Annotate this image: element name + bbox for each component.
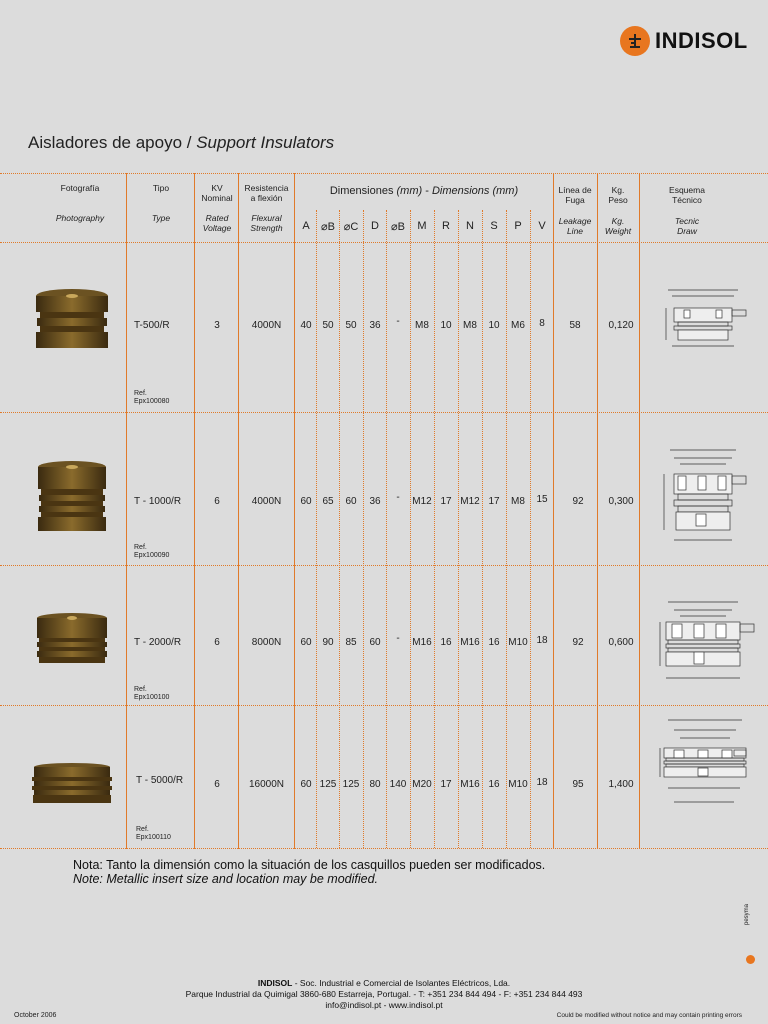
footer-address: Parque Industrial da Quimigal 3860-680 Estarreja, Portugal. - T: +351 234 844 494 - F: +351 234 844 493 [185,989,583,1000]
row-strength: 4000N [251,496,282,507]
row-strength: 8000N [251,637,282,648]
dim-col-a: A [302,220,310,232]
row-leakage: 92 [572,637,584,648]
dim-col-n: N [466,220,474,232]
dim-cell: 36 [369,496,381,507]
header-leakage-en: Leakage Line [558,216,592,236]
dim-col-v: V [538,220,546,232]
dim-cell: 17 [440,779,452,790]
indisol-logo [620,24,748,58]
header-type-en: Type [151,213,171,223]
side-brand-icon [746,955,755,964]
dim-cell: - [396,492,400,503]
dim-col-divider [386,210,387,848]
header-kv-en: Rated Voltage [202,213,232,233]
dim-col-divider [410,210,411,848]
row-ref: Ref. Epx100100 [134,686,170,702]
technical-drawing [654,598,758,684]
header-type-es: Tipo [152,183,170,193]
dim-cell: 125 [319,779,337,790]
row-leakage: 58 [569,320,581,331]
dim-col-divider [530,210,531,848]
footer-date: October 2006 [14,1012,57,1019]
col-divider [553,173,554,849]
row-type: T - 2000/R [134,637,182,648]
dim-cell: M10 [508,637,528,648]
footer-company: INDISOL - Soc. Industrial e Comercial de Isolantes Eléctricos, Lda. [257,978,511,988]
dim-cell: 16 [488,779,500,790]
title-spanish: Aisladores de apoyo / [28,133,197,152]
row-divider [0,412,768,413]
dim-cell: 60 [345,496,357,507]
header-schema-es: Esquema Técnico [669,185,705,205]
row-leakage: 92 [572,496,584,507]
table-top-border [0,173,768,174]
row-ref: Ref. Epx100080 [134,390,170,406]
col-divider [238,173,239,849]
note-spanish: Nota: Tanto la dimensión como la situación de los casquillos pueden ser modificados. [73,858,546,872]
dim-cell: M16 [460,779,480,790]
dim-col-s: S [490,220,498,232]
dim-cell: M8 [415,320,429,331]
col-divider [639,173,640,849]
row-kv: 6 [214,779,220,790]
dim-col-r: R [442,220,450,232]
dim-cell: 17 [440,496,452,507]
dim-cell: 10 [488,320,500,331]
dim-col-p: P [514,220,522,232]
dim-cell: 50 [322,320,334,331]
dim-cell: 18 [536,635,548,646]
header-weight-en: Kg. Weight [604,216,632,236]
dim-cell: M16 [412,637,432,648]
col-divider [194,173,195,849]
title-english: Support Insulators [196,133,335,152]
dim-cell: M6 [511,320,525,331]
header-dimensions: Dimensiones (mm) - Dimensions (mm) [329,185,519,197]
dim-cell: - [396,316,400,327]
header-resistance-es: Resistencia a flexión [244,183,289,203]
dim-cell: 16 [488,637,500,648]
brand-name: INDISOL [655,28,748,53]
row-divider [0,565,768,566]
dim-cell: - [396,633,400,644]
row-kv: 3 [214,320,220,331]
insulator-photo [36,460,108,534]
dim-col-b2: ⌀B [391,221,405,233]
header-resistance-en: Flexural Strength [250,213,283,233]
dim-col-c: ⌀C [343,221,359,233]
dim-cell: 36 [369,320,381,331]
row-leakage: 95 [572,779,584,790]
technical-drawing [654,714,758,814]
header-leakage-es: Línea de Fuga [558,185,592,205]
dim-cell: M10 [508,779,528,790]
dim-cell: 60 [300,779,312,790]
row-weight: 0,600 [608,637,634,648]
col-divider [126,173,127,849]
dim-col-divider [339,210,340,848]
dim-cell: 80 [369,779,381,790]
row-type: T-500/R [134,320,170,331]
header-kv-es: KV Nominal [201,183,233,203]
header-photo-en: Photography [55,213,105,223]
dim-col-divider [434,210,435,848]
header-weight-es: Kg. Peso [608,185,628,205]
dim-cell: 18 [536,777,548,788]
dim-col-divider [482,210,483,848]
dim-col-b: ⌀B [321,221,335,233]
header-schema-en: Tecnic Draw [674,216,700,236]
insulator-photo [34,288,110,354]
dim-cell: 10 [440,320,452,331]
dim-col-divider [363,210,364,848]
note-english: Note: Metallic insert size and location may be modified. [73,872,379,886]
header-bottom-border [0,242,768,243]
dim-cell: 65 [322,496,334,507]
footer-contact[interactable]: info@indisol.pt - www.indisol.pt [325,1000,443,1011]
page-title [28,133,334,153]
row-type: T - 5000/R [136,775,184,786]
dim-col-divider [458,210,459,848]
dim-col-divider [506,210,507,848]
footer-disclaimer: Could be modified without notice and may contain printing errors [556,1012,742,1019]
dim-cell: M16 [460,637,480,648]
dim-cell: M8 [511,496,525,507]
dim-cell: M12 [412,496,432,507]
table-bottom-border [0,848,768,849]
header-photo-es: Fotografía [60,183,100,193]
col-divider [597,173,598,849]
dim-cell: M20 [412,779,432,790]
row-ref: Ref. Epx100090 [134,544,170,560]
dim-cell: M12 [460,496,480,507]
dim-cell: 40 [300,320,312,331]
dim-cell: 60 [300,496,312,507]
dim-cell: 16 [440,637,452,648]
dim-cell: 60 [300,637,312,648]
dim-col-d: D [371,220,379,232]
technical-drawing [656,444,756,548]
dim-cell: 60 [369,637,381,648]
col-divider [294,173,295,849]
insulator-photo [30,762,114,806]
dim-col-m: M [417,220,427,232]
dim-col-divider [316,210,317,848]
row-weight: 0,300 [608,496,634,507]
dim-cell: 90 [322,637,334,648]
row-strength: 4000N [251,320,282,331]
row-type: T - 1000/R [134,496,182,507]
row-weight: 0,120 [608,320,634,331]
row-kv: 6 [214,637,220,648]
dim-cell: 85 [345,637,357,648]
side-brand: pesyma [744,903,750,925]
dim-cell: 140 [389,779,407,790]
dim-cell: 8 [539,318,545,329]
row-weight: 1,400 [608,779,634,790]
row-strength: 16000N [248,779,285,790]
insulator-photo [34,612,110,668]
dim-cell: 125 [342,779,360,790]
dim-cell: 17 [488,496,500,507]
dim-cell: 15 [536,494,548,505]
row-divider [0,705,768,706]
row-ref: Ref. Epx100110 [136,826,171,842]
technical-drawing [658,284,758,348]
dim-cell: 50 [345,320,357,331]
dim-cell: M8 [463,320,477,331]
footer [0,978,768,1011]
row-kv: 6 [214,496,220,507]
indisol-logo-icon [620,26,650,56]
